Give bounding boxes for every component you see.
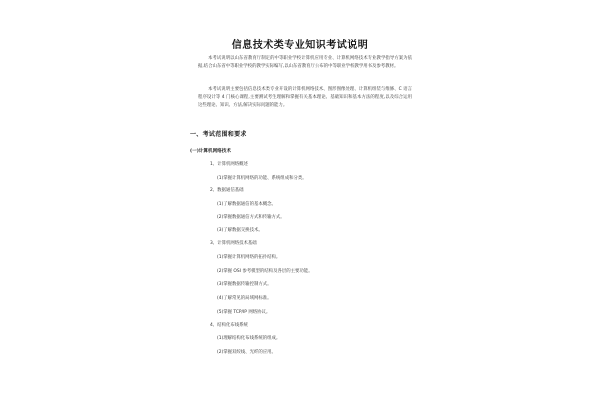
list-item: (2)掌握 OSI 参考模型的结构及各层的主要功能。 [217,269,313,274]
section-heading: 一、考试范围和要求 [190,131,247,138]
list-item: 2、数据通信基础 [210,188,244,193]
list-item: 1、计算机网络概述 [210,162,248,167]
list-item: (1)理解结构化布线系统的组成。 [217,336,281,341]
list-item: 4、结构化布线系统 [210,323,248,328]
list-item: (1)掌握计算机网络的拓扑结构。 [217,255,281,260]
list-item: (5)掌握 TCP/IP 网络协议。 [217,310,271,315]
list-item: (2)掌握数据通信方式和传输方式。 [217,215,285,220]
document-title: 信息技术类专业知识考试说明 [231,40,369,51]
intro-paragraph-1: 本考试说明以山东省教育厅制定的中等职业学校计算机应用专业、计算机网络技术专业教学指导方案为依据,结合山东省中等职业学校的教学实际编写,以山东省教育厅公布的中等职业学校教学用书及参考教材。 [198,56,412,69]
list-item: (3)掌握数据传输控制方式。 [217,282,272,287]
list-item: (1)掌握计算机网络的功能、系统组成和分类。 [217,176,307,181]
intro-paragraph-2: 本考试说明主要包括信息技术类专业开设的计算机网络技术、图形图像处理、计算机组装与维修、C 语言程序设计等 4 门核心课程,主要测试考生理解和掌握有关基本理论、基础知识和基本方法的程度,以及综合运用这些理论、知识、方法,解决实际问题的能力。 [198,87,412,108]
list-item: (3)了解数据交换技术。 [217,228,263,233]
list-item: 3、计算机网络技术基础 [210,241,257,246]
subsection-heading: (一)计算机网络技术 [190,149,231,154]
list-item: (2)掌握双绞线、光纤的应用。 [217,350,276,355]
list-item: (4)了解常见的局域网标准。 [217,296,272,301]
list-item: (1)了解数据通信的基本概念。 [217,202,276,207]
